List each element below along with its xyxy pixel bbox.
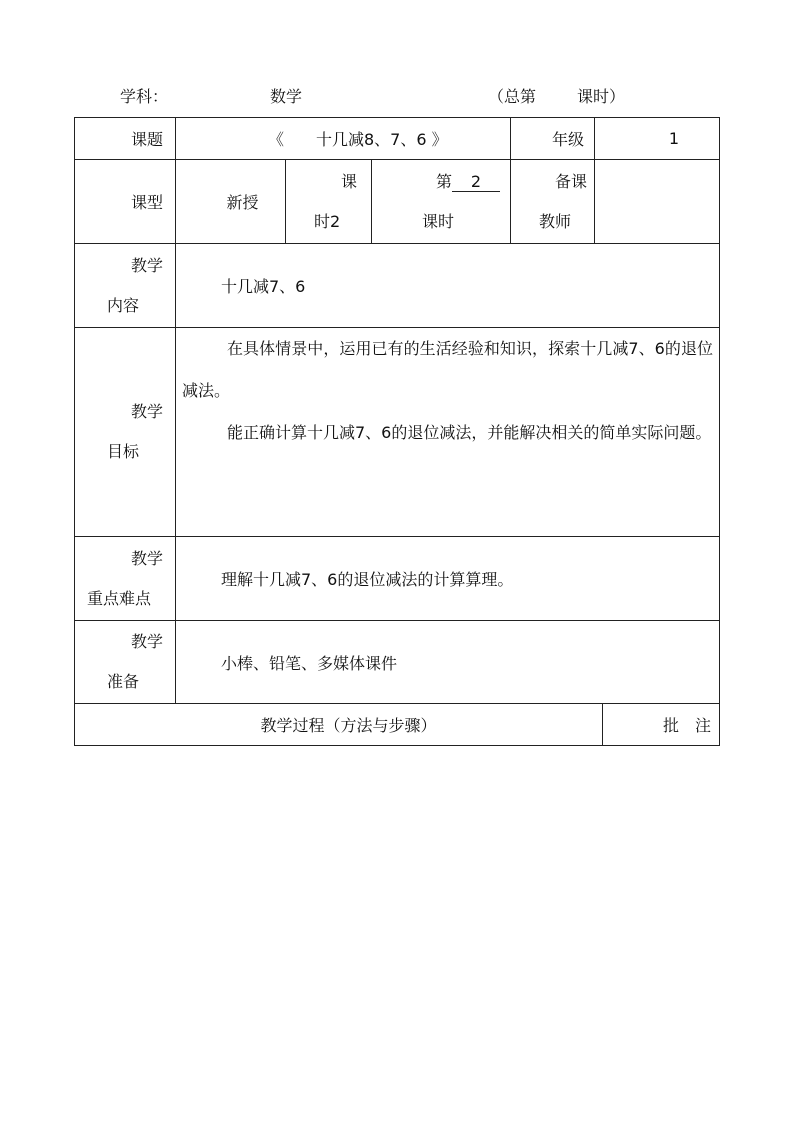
key-points-label-cell (75, 537, 176, 621)
key-points-value: 理解十几减7、6的退位减法的计算算理。 (176, 537, 720, 621)
subject-value: 数学 (270, 87, 303, 106)
preparation-value: 小棒、铅笔、多媒体课件 (176, 621, 720, 704)
type-value: 新授 (176, 160, 286, 244)
lesson-number-value: 2 (452, 173, 500, 192)
type-label: 课型 (75, 160, 176, 244)
goals-label-line1: 教学 (130, 402, 163, 421)
teacher-label-line2: 教师 (539, 211, 572, 231)
goals-label-line2: 目标 (107, 442, 140, 461)
content-value: 十几减7、6 (176, 244, 720, 328)
grade-value: 1 (595, 118, 720, 160)
content-label-line2: 内容 (107, 295, 140, 315)
preparation-label-cell (75, 621, 176, 704)
preparation-label-line2: 准备 (107, 672, 140, 691)
process-label: 教学过程（方法与步骤） (75, 704, 603, 746)
goals-value-cell (176, 328, 720, 537)
grade-label: 年级 (511, 118, 595, 160)
preparation-row (75, 621, 720, 704)
lesson-number-prefix: 第 (436, 171, 453, 191)
key-points-row (75, 537, 720, 621)
content-label-line1: 教学 (130, 255, 163, 275)
period-label: （总第 (488, 87, 537, 106)
type-row (75, 160, 720, 244)
lesson-number-suffix: 课时 (422, 211, 455, 231)
key-points-label-line2: 重点难点 (87, 588, 152, 608)
content-label-cell (75, 244, 176, 328)
lesson-number-cell (372, 160, 511, 244)
subject-label: 学科： (120, 87, 169, 106)
lesson-number-line (372, 162, 510, 202)
topic-row (75, 118, 720, 160)
teacher-label-line1: 备课 (555, 171, 588, 191)
content-row (75, 244, 720, 328)
goals-row (75, 328, 720, 537)
goals-label-cell (75, 328, 176, 537)
lesson-plan-table (74, 117, 720, 746)
class-hours-value: 时2 (314, 211, 341, 231)
key-points-label-line1: 教学 (130, 548, 163, 568)
topic-label: 课题 (75, 118, 176, 160)
teacher-value (595, 160, 720, 244)
class-hours-cell (286, 160, 372, 244)
process-header-row (75, 704, 720, 746)
class-hours-label: 课 (340, 171, 357, 191)
topic-value: 《 十几减8、7、6 》 (176, 118, 511, 160)
preparation-label-line1: 教学 (130, 632, 163, 651)
page-header (0, 86, 794, 110)
notes-label: 批 注 (603, 704, 720, 746)
period-suffix: 课时） (577, 87, 626, 106)
goal-item: 在具体情景中，运用已有的生活经验和知识，探索十几减7、6的退位减法。 (182, 339, 714, 400)
teacher-label-cell (511, 160, 595, 244)
goal-item: 能正确计算十几减7、6的退位减法，并能解决相关的简单实际问题。 (227, 423, 712, 442)
